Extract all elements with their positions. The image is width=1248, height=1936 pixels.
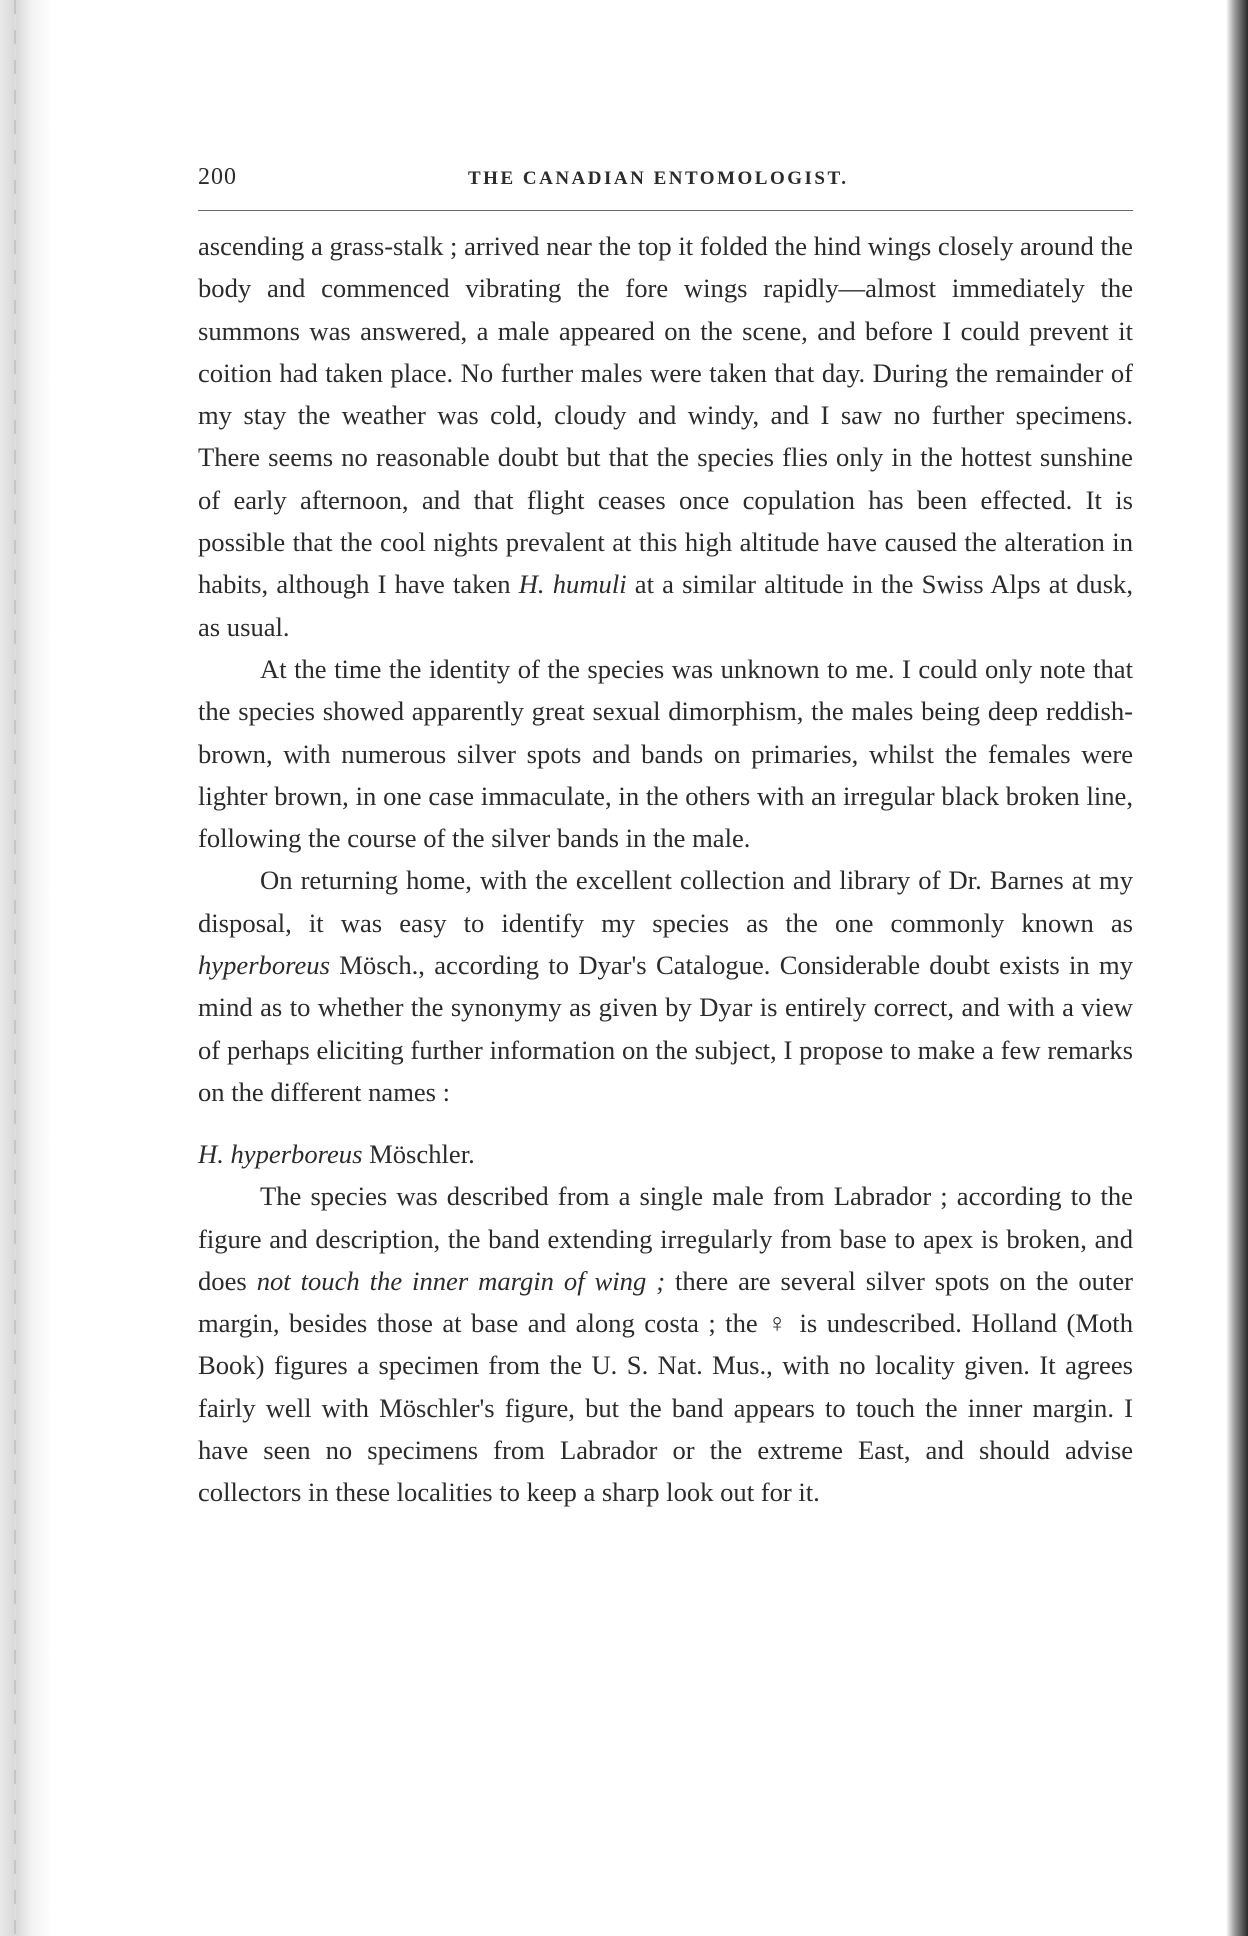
text-run: The species was described from a single male from Labrador ; according to the figure and description, the band extending irregularly from base to apex is broken, and does [198, 1181, 1133, 1296]
text-run: On returning home, with the excellent collection and library of Dr. Barnes at my disposal, it was easy to identify my species as the one commonly known as [198, 865, 1133, 938]
section-gap [198, 1113, 1133, 1133]
text-run: there are several silver spots on the outer margin, besides those at base and along costa ; the ♀ is undescribed. Holland (Moth Book) figures a specimen from the U. S. Nat. Mus., with no locality given. It agrees fairly well with Möschler's figure, but the band appears to touch the inner margin. I have seen no specimens from Labrador or the extreme East, and should advise collectors in these localities to keep a sharp look out for it. [198, 1265, 1133, 1508]
page-edge-shadow [1226, 0, 1248, 1936]
text-run: Mösch., according to Dyar's Catalogue. Considerable doubt exists in my mind as to whether the synonymy as given by Dyar is entirely correct, and with a view of perhaps eliciting further information on the subject, I propose to make a few remarks on the different names : [198, 950, 1133, 1107]
journal-title: THE CANADIAN ENTOMOLOGIST. [468, 168, 849, 189]
heading-author: Möschler. [362, 1139, 475, 1170]
document-page [198, 160, 1133, 1514]
running-head [198, 160, 1133, 200]
paragraph-1 [198, 225, 1133, 648]
text-run: At the time the identity of the species was unknown to me. I could only note that the species showed apparently great sexual dimorphism, the males being deep reddish-brown, with numerous silver spots and bands on primaries, whilst the females were lighter brown, in one case immaculate, in the others with an irregular black broken line, following the course of the silver bands in the male. [198, 653, 1133, 854]
header-rule [198, 210, 1133, 211]
italic-text: hyperboreus [198, 950, 330, 981]
page-number: 200 [198, 164, 237, 190]
book-spine-shadow [0, 0, 52, 1936]
paragraph-3 [198, 859, 1133, 1113]
heading-species-name: H. hyperboreus [198, 1139, 363, 1170]
italic-text: H. humuli [518, 569, 627, 600]
section-paragraph [198, 1175, 1133, 1513]
section-heading [198, 1133, 1133, 1175]
italic-text: not touch the inner margin of wing ; [256, 1265, 666, 1296]
text-run: ascending a grass-stalk ; arrived near the top it folded the hind wings closely around the body and commenced vibrating the fore wings rapidly—almost immediately the summons was answered, a male appeared on the scene, and before I could prevent it coition had taken place. No further males were taken that day. During the remainder of my stay the weather was cold, cloudy and windy, and I saw no further specimens. There seems no reasonable doubt but that the species flies only in the hottest sunshine of early afternoon, and that flight ceases once copulation has been effected. It is possible that the cool nights prevalent at this high altitude have caused the alteration in habits, although I have taken [198, 231, 1133, 600]
paragraph-2 [198, 648, 1133, 859]
text-run: at a similar altitude in the Swiss Alps at dusk, as usual. [198, 569, 1133, 642]
